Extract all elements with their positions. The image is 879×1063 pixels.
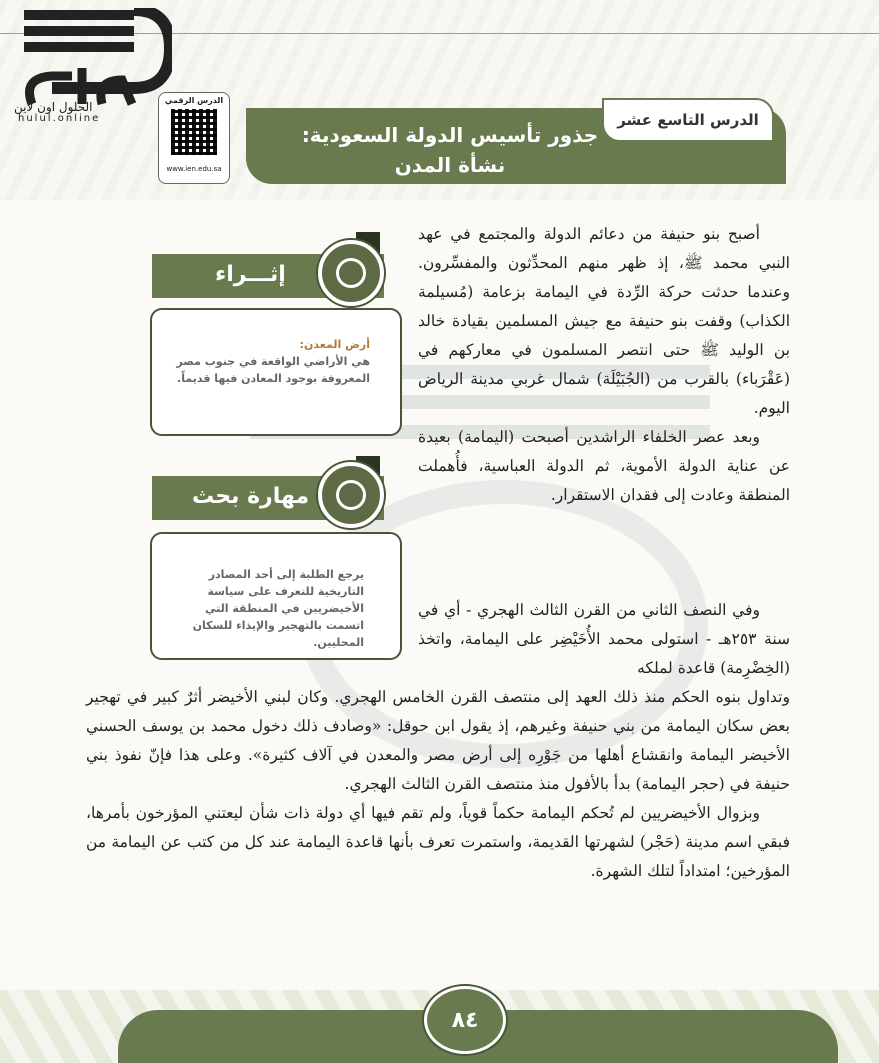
paragraph-1: أصبح بنو حنيفة من دعائم الدولة والمجتمع في عهد النبي محمد ﷺ، إذ ظهر منهم المحدِّثون والمفسِّرون. وعندما حدثت حركة الرِّدة في اليمامة بزعامة (مُسيلمة الكذاب) وقفت بنو حنيفة مع جيش المسلمين بقيادة خالد بن الوليد ﷺ حتى انتصر المسلمون في معاركهم في (عَقْرَباء) بالقرب من (الجُبَيْلَة) شمال غربي مدينة الرياض اليوم. <box>418 225 790 417</box>
enrichment-header-label: إثـــراء <box>215 262 286 287</box>
research-icon <box>318 462 384 528</box>
enrichment-icon <box>318 240 384 306</box>
research-header-label: مهارة بحث <box>192 484 310 509</box>
page-number: ٨٤ <box>424 986 506 1054</box>
research-text: يرجع الطلبة إلى أحد المصادر التاريخية للتعرف على سياسة الأخيضريين في المنطقة التي اتسمت بالتهجير والإيذاء للسكان المحليين. <box>192 568 364 649</box>
lesson-number: الدرس التاسع عشر <box>602 98 774 142</box>
main-text-full <box>86 683 790 886</box>
qr-url[interactable]: www.ien.edu.sa <box>166 165 222 173</box>
paragraph-2: وبعد عصر الخلفاء الراشدين أصبحت (اليمامة) بعيدة عن عناية الدولة الأموية، ثم الدولة العباسية، فأُهملت المنطقة وعادت إلى فقدان الاستقرار. <box>418 428 790 504</box>
paragraph-3a: وفي النصف الثاني من القرن الثالث الهجري - أي في سنة ٢٥٣هـ - استولى محمد الأُخَيْضِر على اليمامة، واتخذ (الخِضْرِمة) قاعدة لملكه <box>418 601 791 677</box>
main-text-column <box>418 220 790 510</box>
digital-lesson-qr[interactable] <box>158 92 230 184</box>
lesson-title <box>300 120 600 180</box>
enrichment-content <box>160 336 370 387</box>
magnifier-icon <box>336 480 366 510</box>
paragraph-4: وبزوال الأخيضريين لم تُحكم اليمامة حكماً قوياً، ولم تقم فيها أي دولة ذات شأن ليعتني المؤرخون بأمرها، فبقي اسم مدينة (حَجْر) لشهرتها القديمة، واستمرت تعرف بأنها قاعدة اليمامة عند كل من كتب عن اليمامة من المؤرخين؛ امتداداً لتلك الشهرة. <box>86 804 790 880</box>
enrichment-term: أرض المعدن: <box>299 338 370 351</box>
paragraph-3b: وتداول بنوه الحكم منذ ذلك العهد إلى منتصف القرن الخامس الهجري. وكان لبني الأخيضر أثرٌ كبير في تهجير بعض سكان اليمامة من بني حنيفة وغيرهم، إذ يقول ابن حوقل: «وصادف ذلك دخول محمد بن يوسف الحسني الأخيضر اليمامة وانقشاع أهلها من جَوْرِه إلى أرض مصر والمعدن في آلاف كثيرة». وعلى هذا فإنّ نفوذ بني حنيفة في (حجر اليمامة) بدأ بالأفول منذ منتصف القرن الثالث الهجري. <box>86 688 790 793</box>
qr-title: الدرس الرقمي <box>164 96 224 105</box>
enrichment-definition: هي الأراضي الواقعة في جنوب مصر المعروفة بوجود المعادن فيها قديماً. <box>176 355 370 385</box>
lesson-title-line1: جذور تأسيس الدولة السعودية: <box>301 123 599 147</box>
logo-text-ar: الحلول اون لاين <box>14 100 93 114</box>
paragraph-3-start <box>418 596 790 683</box>
scroll-icon <box>336 258 366 288</box>
logo-text-en: hulul.online <box>18 113 101 124</box>
qr-code-icon[interactable] <box>171 109 217 155</box>
lesson-title-line2: نشأة المدن <box>394 153 506 177</box>
